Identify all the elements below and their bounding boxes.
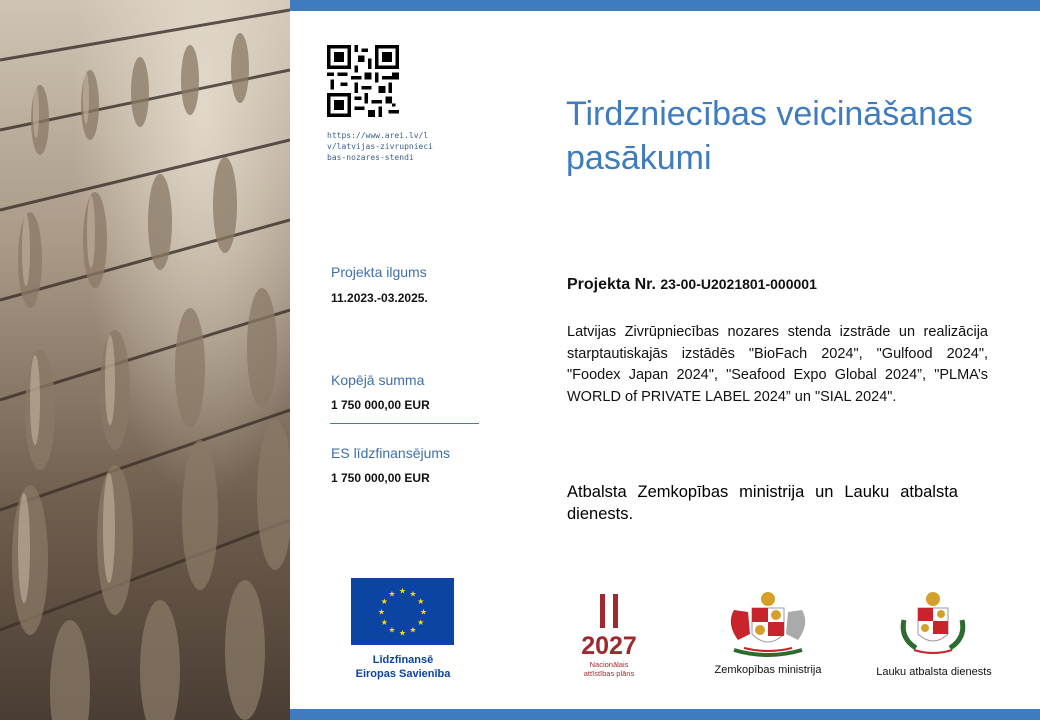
eu-star-icon: ★ (417, 618, 425, 627)
plan-year: 2027 (581, 632, 637, 660)
support-statement: Atbalsta Zemkopības ministrija un Lauku atbalsta dienests. (567, 483, 958, 523)
qr-code[interactable] (327, 45, 399, 117)
sidebar-divider (330, 423, 479, 424)
fish-rows-illustration (0, 0, 290, 720)
project-number-value: 23-00-U2021801-000001 (660, 276, 817, 292)
agency-caption: Lauku atbalsta dienests (876, 666, 992, 678)
eu-star-icon: ★ (380, 618, 388, 627)
plan-line1: Nacionālais (589, 660, 629, 669)
project-number-label: Projekta Nr. (567, 276, 656, 293)
eu-caption (330, 653, 476, 681)
eu-star-icon: ★ (417, 597, 425, 606)
project-description: Latvijas Zivrūpniecības nozares stenda izstrāde un realizācija starptautiskajās izstādēs "BioFach 2024", "Gulfood 2024", "Foodex Japan 2024", "Seafood Expo Global 2024”, "PLMA’s WORLD of PRIVATE LABEL 2024” un "SIAL 2024". (567, 324, 988, 405)
latvia-coat-of-arms-small-icon (898, 590, 968, 660)
project-number (567, 276, 817, 294)
total-value: 1 750 000,00 EUR (331, 398, 430, 412)
page-title: Tirdzniecības veicināšanas pasākumi (566, 95, 973, 177)
eu-star-icon: ★ (388, 589, 396, 599)
eu-star-icon: ★ (419, 607, 428, 617)
eu-star-icon: ★ (398, 586, 407, 596)
bottom-accent-bar (290, 709, 1040, 720)
duration-value: 11.2023.-03.2025. (331, 291, 428, 305)
eu-caption-line1: Līdzfinansē (372, 654, 434, 666)
eu-cofinancing-label: ES līdzfinansējums (331, 445, 451, 461)
total-label: Kopējā summa (331, 372, 425, 388)
latvia-coat-of-arms-large-icon (722, 590, 814, 660)
eu-caption-line2: Eiropas Savienība (355, 668, 451, 680)
qr-url-text[interactable]: https://www.arei.lv/lv/latvijas-zivrupniecibas-nozares-stendi (327, 131, 433, 162)
plan-line2: attīstības plāns (583, 669, 635, 678)
eu-star-icon: ★ (409, 589, 417, 599)
eu-flag-icon (351, 578, 454, 645)
eu-star-icon: ★ (380, 597, 388, 606)
eu-star-icon: ★ (409, 625, 417, 635)
eu-star-icon: ★ (398, 628, 407, 638)
duration-label: Projekta ilgums (331, 264, 427, 280)
eu-star-icon: ★ (377, 607, 386, 617)
ministry-caption: Zemkopības ministrija (714, 664, 822, 676)
fish-drying-photo (0, 0, 290, 720)
national-development-plan-logo (572, 592, 648, 682)
eu-cofinancing-value: 1 750 000,00 EUR (331, 471, 430, 485)
top-accent-bar (290, 0, 1040, 11)
eu-star-icon: ★ (388, 625, 396, 635)
